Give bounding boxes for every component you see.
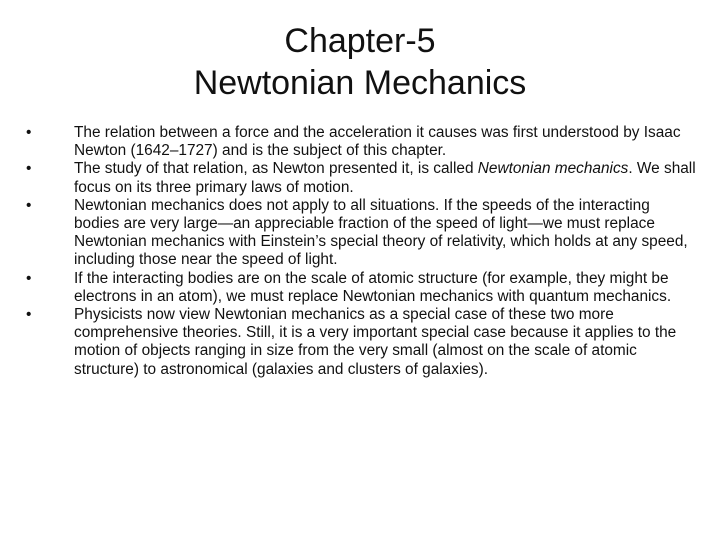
- bullet-item-2: [26, 160, 698, 196]
- title-line-2: Newtonian Mechanics: [193, 64, 527, 102]
- bullet-text-2-emphasis: Newtonian mechanics: [477, 160, 629, 178]
- bullet-text-5: Physicists now view Newtonian mechanics as a special case of these two more comprehensive theories. Still, it is a very important special case because it applies to the motion of objects ranging in size from the very small (almost on the scale of atomic structure) to astronomical (galaxies and clusters of galaxies).: [74, 306, 677, 378]
- bullet-icon: •: [26, 306, 32, 324]
- bullet-text-1: The relation between a force and the acceleration it causes was first understood by Isaac Newton (1642–1727) and is the subject of this chapter.: [74, 124, 681, 160]
- bullet-text-2-after: . We shall focus on its three primary laws of motion.: [74, 160, 696, 196]
- bullet-item-5: [26, 306, 698, 379]
- bullet-icon: •: [26, 196, 32, 214]
- bullet-text-3: Newtonian mechanics does not apply to all situations. If the speeds of the interacting bodies are very large—an appreciable fraction of the speed of light—we must replace Newtonian mechanics with Einstein’s special theory of relativity, which holds at any speed, including those near the speed of light.: [74, 196, 688, 269]
- bullet-item-3: [26, 197, 698, 270]
- bullet-text-2-before: The study of that relation, as Newton presented it, is called: [74, 160, 478, 178]
- title-line-1: Chapter-5: [284, 22, 436, 60]
- bullet-list: [26, 124, 698, 379]
- bullet-icon: •: [26, 269, 32, 287]
- bullet-icon: •: [26, 124, 32, 141]
- bullet-item-1: [26, 124, 698, 160]
- slide-title: [0, 20, 720, 104]
- bullet-icon: •: [26, 160, 32, 178]
- bullet-text-4: If the interacting bodies are on the scale of atomic structure (for example, they might be electrons in an atom), we must replace Newtonian mechanics with quantum mechanics.: [74, 269, 672, 305]
- bullet-item-4: [26, 270, 698, 306]
